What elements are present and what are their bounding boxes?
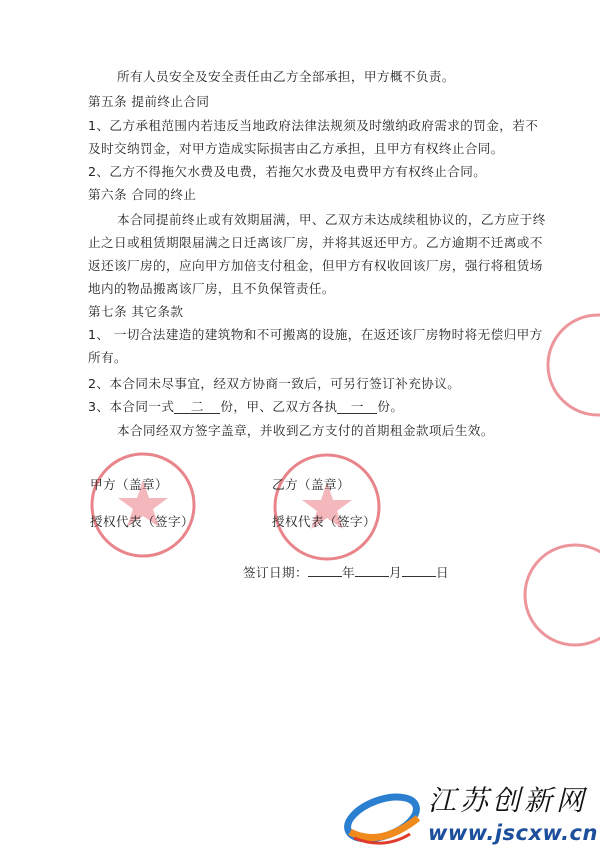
paragraph-line: 返还该厂房的，应向甲方加倍支付租金，但甲方有权收回该厂房，强行将租赁场 bbox=[88, 258, 543, 273]
paragraph-line: 所有人员安全及安全责任由乙方全部承担，甲方概不负责。 bbox=[117, 69, 455, 84]
paragraph-line: 地内的物品搬离该厂房，且不负保管责任。 bbox=[88, 281, 335, 296]
swirl-logo-icon bbox=[340, 788, 424, 848]
paragraph-line: 所有。 bbox=[88, 350, 127, 365]
month-label: 月 bbox=[388, 565, 402, 580]
watermark-name: 江苏创新网 bbox=[428, 784, 589, 817]
month-blank bbox=[355, 576, 389, 577]
section-heading: 第七条 其它条款 bbox=[88, 304, 184, 319]
party-a-rep-label: 授权代表（签字） bbox=[90, 514, 194, 529]
copies-total: 二 bbox=[174, 400, 220, 414]
day-blank bbox=[402, 576, 436, 577]
paragraph-line: 2、乙方不得拖欠水费及电费，若拖欠水费及电费甲方有权终止合同。 bbox=[88, 164, 487, 179]
year-label: 年 bbox=[341, 565, 355, 580]
site-watermark bbox=[340, 786, 600, 848]
paragraph-line: 2、本合同未尽事宜，经双方协商一致后，可另行签订补充协议。 bbox=[88, 376, 461, 391]
copies-each: 一 bbox=[337, 400, 377, 414]
paragraph-line: 及时交纳罚金，对甲方造成实际损害由乙方承担，且甲方有权终止合同。 bbox=[88, 141, 504, 156]
effective-clause: 本合同经双方签字盖章，并收到乙方支付的首期租金款项后生效。 bbox=[117, 423, 494, 438]
section-heading: 第六条 合同的终止 bbox=[88, 187, 197, 202]
sign-date-label: 签订日期： bbox=[243, 565, 308, 580]
seam-seal-top bbox=[540, 310, 600, 420]
party-b-rep-label: 授权代表（签字） bbox=[272, 514, 376, 529]
party-a-seal-label: 甲方（盖章） bbox=[90, 477, 168, 492]
paragraph-line: 本合同提前终止或有效期届满，甲、乙双方未达成续租协议的，乙方应于终 bbox=[117, 212, 546, 227]
section-heading: 第五条 提前终止合同 bbox=[88, 94, 210, 109]
day-label: 日 bbox=[435, 565, 449, 580]
paragraph-line: 1、 一切合法建造的建筑物和不可搬离的设施，在返还该厂房物时将无偿归甲方 bbox=[88, 327, 543, 342]
copies-middle: 份，甲、乙双方各执 bbox=[220, 399, 338, 414]
company-seal-a bbox=[88, 450, 198, 560]
sign-date-line bbox=[243, 565, 449, 581]
year-blank bbox=[308, 576, 342, 577]
paragraph-line: 止之日或租赁期限届满之日迁离该厂房，并将其返还甲方。乙方逾期不迁离或不 bbox=[88, 235, 543, 250]
copies-suffix: 份。 bbox=[377, 399, 404, 414]
party-b-seal-label: 乙方（盖章） bbox=[272, 477, 350, 492]
paragraph-line: 1、乙方承租范围内若违反当地政府法律法规须及时缴纳政府需求的罚金，若不 bbox=[88, 118, 539, 133]
company-seal-b bbox=[272, 450, 382, 565]
seam-seal-bottom bbox=[500, 540, 600, 650]
copies-prefix: 3、本合同一式 bbox=[88, 399, 175, 414]
copies-line bbox=[88, 399, 403, 415]
watermark-url: www.jscxw.cn bbox=[428, 821, 598, 845]
